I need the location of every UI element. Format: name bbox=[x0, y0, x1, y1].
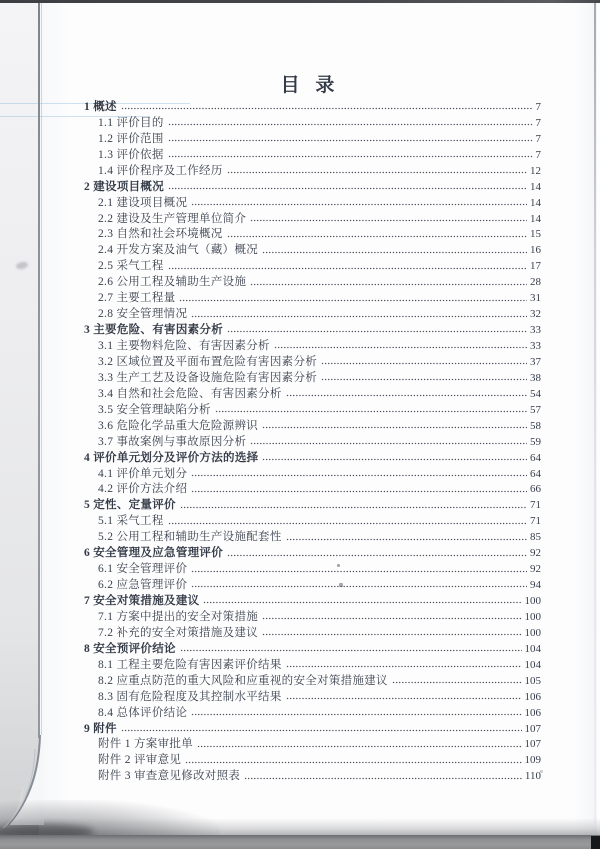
toc-entry-label: 2.8 安全管理情况 bbox=[98, 308, 188, 321]
toc-entry bbox=[84, 289, 541, 305]
toc-entry-label: 8.1 工程主要危险有害因素评价结果 bbox=[98, 658, 282, 671]
scanner-bottom-band bbox=[0, 835, 600, 849]
toc-entry-label: 5.1 采气工程 bbox=[98, 515, 164, 528]
toc-entry-label: 2.3 自然和社会环境概况 bbox=[98, 228, 223, 241]
toc-dot-leader bbox=[262, 417, 527, 433]
toc-entry-label: 6.2 应急管理评价 bbox=[98, 579, 188, 592]
toc-page-number: 32 bbox=[530, 308, 541, 321]
toc-dot-leader bbox=[191, 560, 527, 576]
toc-page-number: 31 bbox=[530, 292, 541, 305]
toc-entry bbox=[84, 353, 541, 369]
page-right-edge-line bbox=[594, 3, 596, 823]
toc-page-number: 37 bbox=[530, 355, 541, 368]
toc-entry-label: 7.1 方案中提出的安全对策措施 bbox=[98, 610, 259, 623]
toc-page-number: 107 bbox=[524, 738, 541, 751]
toc-dot-leader bbox=[191, 704, 521, 720]
toc-entry bbox=[84, 305, 541, 321]
toc-dot-leader bbox=[191, 305, 527, 321]
toc-entry-label: 4.1 评价单元划分 bbox=[98, 467, 188, 480]
toc-page-number: 14 bbox=[530, 196, 541, 209]
toc-page-number: 28 bbox=[530, 276, 541, 289]
toc-entry bbox=[84, 337, 541, 353]
toc-page-number: 100 bbox=[524, 610, 541, 623]
toc-dot-leader bbox=[168, 512, 527, 528]
toc-entry-label: 2.7 主要工程量 bbox=[98, 292, 176, 305]
toc-list bbox=[84, 98, 541, 783]
toc-dot-leader bbox=[203, 592, 521, 608]
toc-page-number: 38 bbox=[530, 371, 541, 384]
toc-page-number: 85 bbox=[530, 531, 541, 544]
toc-dot-leader bbox=[262, 449, 527, 465]
page-top-edge-line bbox=[0, 0, 600, 3]
toc-entry bbox=[84, 624, 541, 640]
toc-entry-label: 1.1 评价目的 bbox=[98, 116, 164, 129]
toc-entry-label: 8.2 应重点防范的重大风险和应重视的安全对策措施建议 bbox=[98, 674, 388, 687]
toc-page-number: 64 bbox=[530, 467, 541, 480]
toc-entry bbox=[84, 385, 541, 401]
toc-dot-leader bbox=[227, 321, 527, 337]
toc-page-number: 71 bbox=[530, 515, 541, 528]
toc-page-number: 71 bbox=[530, 499, 541, 512]
toc-dot-leader bbox=[185, 751, 521, 767]
toc-dot-leader bbox=[286, 385, 527, 401]
toc-entry-label: 2.2 建设及生产管理单位简介 bbox=[98, 212, 247, 225]
toc-dot-leader bbox=[286, 528, 527, 544]
toc-dot-leader bbox=[227, 544, 527, 560]
toc-dot-leader bbox=[244, 767, 522, 783]
toc-page-number: 17 bbox=[530, 260, 541, 273]
toc-entry bbox=[84, 672, 541, 688]
toc-entry bbox=[84, 576, 541, 592]
toc-entry bbox=[84, 544, 541, 560]
toc-dot-leader bbox=[168, 178, 527, 194]
toc-page-number: 59 bbox=[530, 435, 541, 448]
toc-dot-leader bbox=[191, 576, 527, 592]
toc-entry-label: 8.3 固有危险程度及其控制水平结果 bbox=[98, 690, 282, 703]
toc-dot-leader bbox=[168, 114, 533, 130]
toc-dot-leader bbox=[168, 130, 533, 146]
page-bottom-shadow-left bbox=[0, 800, 220, 836]
toc-page-number: 100 bbox=[524, 626, 541, 639]
toc-entry bbox=[84, 210, 541, 226]
toc-entry bbox=[84, 114, 541, 130]
toc-page-number: 109 bbox=[524, 754, 541, 767]
toc-dot-leader bbox=[321, 353, 527, 369]
toc-page-number: 104 bbox=[524, 658, 541, 671]
toc-entry bbox=[84, 528, 541, 544]
toc-dot-leader bbox=[286, 656, 522, 672]
toc-page-number: 33 bbox=[530, 324, 541, 337]
toc-entry bbox=[84, 162, 541, 178]
toc-dot-leader bbox=[121, 720, 522, 736]
toc-entry bbox=[84, 321, 541, 337]
toc-entry bbox=[84, 688, 541, 704]
scanner-background-left bbox=[0, 0, 39, 836]
toc-page-number: 57 bbox=[530, 403, 541, 416]
toc-dot-leader bbox=[250, 210, 527, 226]
toc-page-number: 107 bbox=[524, 722, 541, 735]
toc-entry-label: 1.2 评价范围 bbox=[98, 132, 164, 145]
toc-page-number: 100 bbox=[524, 595, 541, 607]
toc-dot-leader bbox=[121, 98, 533, 114]
toc-entry bbox=[84, 401, 541, 417]
toc-dot-leader bbox=[180, 640, 522, 656]
toc-entry bbox=[84, 241, 541, 257]
toc-page-number: 110 bbox=[524, 770, 541, 783]
toc-dot-leader bbox=[191, 465, 527, 481]
toc-entry bbox=[84, 592, 541, 608]
toc-entry bbox=[84, 465, 541, 481]
toc-page-number: 7 bbox=[535, 132, 541, 145]
toc-page-number: 54 bbox=[530, 387, 541, 400]
toc-page-number: 64 bbox=[530, 451, 541, 464]
toc-dot-leader bbox=[262, 624, 521, 640]
toc-entry-label: 7 安全对策措施及建议 bbox=[84, 595, 200, 607]
toc-entry bbox=[84, 449, 541, 465]
toc-entry bbox=[84, 656, 541, 672]
toc-entry-label: 4.2 评价方法介绍 bbox=[98, 483, 188, 496]
toc-page-number: 15 bbox=[530, 228, 541, 241]
toc-entry-label: 3.2 区域位置及平面布置危险有害因素分析 bbox=[98, 355, 318, 368]
toc-page-number: 12 bbox=[530, 164, 541, 177]
toc-page-number: 33 bbox=[530, 340, 541, 352]
toc-entry bbox=[84, 130, 541, 146]
scan-corner-mark bbox=[591, 836, 600, 849]
page-left-edge-line bbox=[38, 3, 40, 738]
toc-dot-leader bbox=[250, 433, 527, 449]
toc-entry-label: 9 附件 bbox=[84, 722, 117, 735]
toc-page-number: 14 bbox=[530, 180, 541, 193]
toc-entry bbox=[84, 146, 541, 162]
toc-entry bbox=[84, 226, 541, 242]
toc-page-number: 106 bbox=[524, 706, 541, 719]
toc-entry bbox=[84, 481, 541, 497]
toc-dot-leader bbox=[168, 257, 527, 273]
toc-entry-label: 4 评价单元划分及评价方法的选择 bbox=[84, 451, 259, 464]
toc-entry-label: 8.4 总体评价结论 bbox=[98, 706, 188, 719]
toc-page-number: 105 bbox=[524, 674, 541, 687]
toc-entry-label: 2.4 开发方案及油气（藏）概况 bbox=[98, 244, 259, 257]
toc-entry-label: 2.5 采气工程 bbox=[98, 260, 164, 273]
toc-entry-label: 6 安全管理及应急管理评价 bbox=[84, 547, 224, 560]
toc-page-number: 14 bbox=[530, 212, 541, 225]
toc-entry-label: 1 概述 bbox=[84, 100, 117, 113]
toc-entry bbox=[84, 178, 541, 194]
toc-entry bbox=[84, 767, 541, 783]
toc-entry bbox=[84, 194, 541, 210]
toc-entry-label: 5.2 公用工程和辅助生产设施配套性 bbox=[98, 531, 282, 544]
toc-entry-label: 8 安全预评价结论 bbox=[84, 642, 176, 655]
toc-entry-label: 附件 3 审查意见修改对照表 bbox=[98, 770, 241, 783]
toc-entry bbox=[84, 496, 541, 512]
toc-page-number: 104 bbox=[524, 642, 541, 655]
toc-entry-label: 1.4 评价程序及工作经历 bbox=[98, 164, 223, 177]
toc-entry bbox=[84, 560, 541, 576]
toc-dot-leader bbox=[227, 162, 527, 178]
toc-entry-label: 附件 1 方案审批单 bbox=[98, 738, 193, 751]
toc-entry-label: 1.3 评价依据 bbox=[98, 148, 164, 161]
page-left-edge-highlight bbox=[41, 3, 42, 738]
toc-entry-label: 3.4 自然和社会危险、有害因素分析 bbox=[98, 387, 282, 400]
toc-entry bbox=[84, 433, 541, 449]
toc-entry bbox=[84, 98, 541, 114]
toc-page-number: 58 bbox=[530, 419, 541, 432]
toc-entry bbox=[84, 257, 541, 273]
toc-entry-label: 2.6 公用工程及辅助生产设施 bbox=[98, 276, 247, 289]
toc-dot-leader bbox=[250, 273, 527, 289]
toc-dot-leader bbox=[286, 688, 522, 704]
toc-entry-label: 7.2 补充的安全对策措施及建议 bbox=[98, 626, 259, 639]
toc-page-number: 92 bbox=[530, 563, 541, 576]
toc-entry bbox=[84, 640, 541, 656]
toc-entry-label: 5 定性、定量评价 bbox=[84, 499, 176, 512]
toc-page-number: 7 bbox=[535, 100, 541, 113]
toc-dot-leader bbox=[262, 241, 527, 257]
toc-dot-leader bbox=[191, 194, 527, 210]
toc-entry bbox=[84, 369, 541, 385]
toc-entry bbox=[84, 417, 541, 433]
toc-dot-leader bbox=[262, 608, 521, 624]
toc-dot-leader bbox=[168, 146, 533, 162]
toc-dot-leader bbox=[392, 672, 522, 688]
toc-entry-label: 6.1 安全管理评价 bbox=[98, 563, 188, 576]
toc-page-number: 7 bbox=[535, 116, 541, 129]
toc-dot-leader bbox=[227, 226, 527, 242]
toc-dot-leader bbox=[274, 337, 527, 353]
toc-entry-label: 3.1 主要物料危险、有害因素分析 bbox=[98, 340, 270, 352]
toc-entry bbox=[84, 720, 541, 736]
toc-entry-label: 3.6 危险化学品重大危险源辨识 bbox=[98, 419, 259, 432]
toc-entry-label: 2.1 建设项目概况 bbox=[98, 196, 188, 209]
toc-dot-leader bbox=[180, 496, 527, 512]
toc-entry-label: 2 建设项目概况 bbox=[84, 180, 165, 193]
toc-page-number: 16 bbox=[530, 244, 541, 257]
toc-dot-leader bbox=[179, 289, 527, 305]
toc-entry-label: 3.7 事故案例与事故原因分析 bbox=[98, 435, 247, 448]
toc-entry bbox=[84, 751, 541, 767]
toc-entry-label: 附件 2 评审意见 bbox=[98, 754, 182, 767]
toc-entry-label: 3.3 生产工艺及设备设施危险有害因素分析 bbox=[98, 371, 318, 384]
toc-page-number: 94 bbox=[530, 579, 541, 592]
toc-dot-leader bbox=[191, 481, 527, 497]
toc-page-number: 92 bbox=[530, 547, 541, 560]
toc-dot-leader bbox=[215, 401, 527, 417]
toc-entry-label: 3 主要危险、有害因素分析 bbox=[84, 324, 224, 337]
toc-entry bbox=[84, 608, 541, 624]
toc-entry bbox=[84, 512, 541, 528]
toc-page-number: 7 bbox=[535, 148, 541, 161]
toc-entry bbox=[84, 704, 541, 720]
toc-page-number: 66 bbox=[530, 483, 541, 496]
toc-title: 目 录 bbox=[280, 75, 336, 96]
toc-dot-leader bbox=[321, 369, 527, 385]
toc-entry-label: 3.5 安全管理缺陷分析 bbox=[98, 403, 211, 416]
toc-entry bbox=[84, 736, 541, 752]
toc-entry bbox=[84, 273, 541, 289]
toc-page-number: 106 bbox=[524, 690, 541, 703]
toc-dot-leader bbox=[197, 736, 522, 752]
